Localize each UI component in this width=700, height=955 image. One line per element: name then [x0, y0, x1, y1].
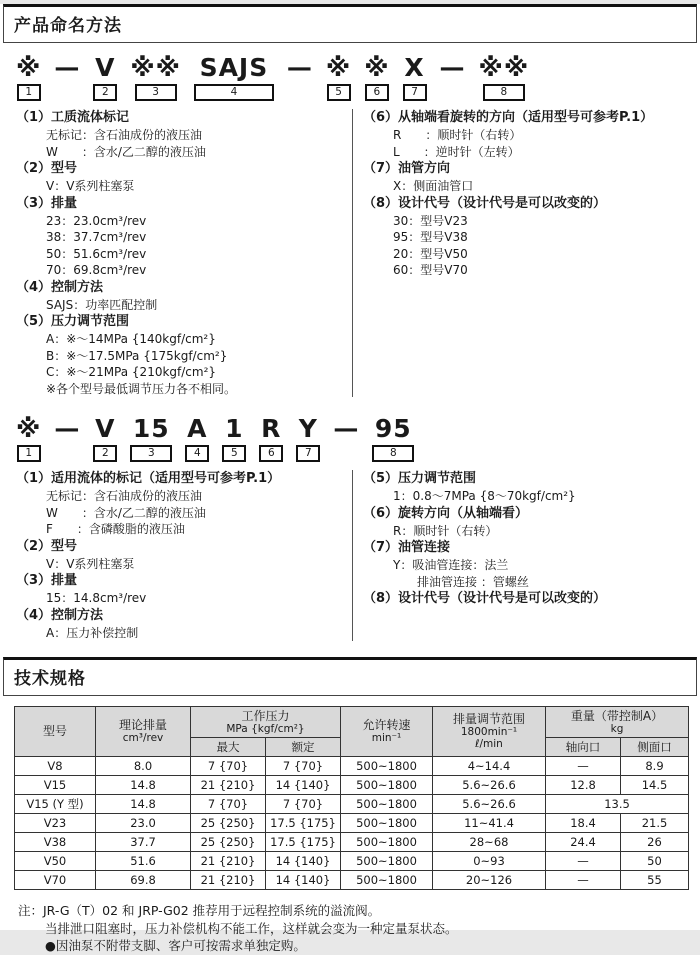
naming-item-title: （1）工质流体标记 [16, 110, 130, 125]
code-symbol: R [261, 414, 282, 443]
naming-item [16, 313, 352, 397]
naming-legend-2-right [352, 470, 694, 641]
code-segment [372, 415, 414, 462]
code-segment [326, 54, 351, 101]
code-symbol: V [95, 53, 116, 82]
spec-cell-weight-side: 21.5 [621, 814, 689, 833]
col-header-weight-side: 侧面口 [621, 738, 689, 757]
naming-item [16, 279, 352, 314]
code-number-box: 6 [365, 84, 389, 101]
naming-item-line: ※各个型号最低调节压力各不相同。 [46, 381, 237, 396]
spec-cell: V15 (Y 型) [15, 795, 96, 814]
spec-cell: 17.5 {175} [266, 814, 341, 833]
naming-item-line: C：※～21MPa {210kgf/cm²} [46, 365, 217, 379]
spec-cell: 7 {70} [266, 757, 341, 776]
naming-item-line: 20：型号V50 [393, 246, 468, 261]
code-segment [16, 54, 41, 101]
spec-cell: 14 {140} [266, 776, 341, 795]
spec-cell: 5.6~26.6 [433, 795, 546, 814]
spec-cell: 500~1800 [341, 776, 433, 795]
spec-cell: V15 [15, 776, 96, 795]
code-symbol: ※ [16, 53, 42, 82]
naming-item-line: 无标记：含石油成份的液压油 [46, 489, 203, 503]
naming-item-line: R ：顺时针（右转） [393, 128, 522, 142]
naming-item-line: F ：含磷酸脂的液压油 [46, 522, 185, 536]
code-symbol: ※※ [130, 53, 181, 82]
naming-item-line: 无标记：含石油成份的液压油 [46, 128, 203, 142]
spec-cell-weight-axial: 12.8 [546, 776, 621, 795]
spec-cell: 51.6 [96, 852, 191, 871]
code-symbol: Y [298, 414, 318, 443]
naming-legend-1-left [16, 109, 352, 397]
spec-cell: 14.8 [96, 795, 191, 814]
code-segment [296, 415, 320, 462]
col-header-model: 型号 [15, 707, 96, 757]
code-segment [16, 415, 41, 462]
naming-item [363, 539, 694, 590]
spec-cell: 7 {70} [191, 795, 266, 814]
naming-item-line: 38：37.7cm³/rev [46, 230, 147, 244]
spec-table-header [15, 707, 689, 757]
spec-cell: 21 {210} [191, 852, 266, 871]
naming-item-title: （2）型号 [16, 538, 78, 554]
code-segment [259, 415, 283, 462]
spec-table [14, 706, 689, 890]
spec-cell: 25 {250} [191, 814, 266, 833]
code-number-box: 2 [93, 84, 117, 101]
section-title-text: 技术规格 [14, 669, 86, 689]
spec-cell: 500~1800 [341, 833, 433, 852]
spec-cell: 8.0 [96, 757, 191, 776]
spec-cell: 0~93 [433, 852, 546, 871]
naming-item-line: 95：型号V38 [393, 230, 468, 244]
naming-item [363, 109, 694, 160]
spec-cell-weight-merged: 13.5 [546, 795, 689, 814]
naming-item-title: （6）从轴端看旋转的方向（适用型号可参考P.1） [363, 110, 654, 125]
spec-cell: V38 [15, 833, 96, 852]
naming-item [16, 538, 352, 573]
code-segment [185, 415, 209, 462]
naming-item-line: W ：含水/乙二醇的液压油 [46, 505, 206, 520]
naming-item-title: （4）控制方法 [16, 607, 104, 623]
code-number-box: 3 [135, 84, 177, 101]
naming-item-line: 15：14.8cm³/rev [46, 591, 147, 605]
code-symbol: A [187, 414, 208, 443]
code-segment [364, 54, 389, 101]
footnote-line: ●因油泵不附带支脚、客户可按需求单独定购。 [45, 938, 306, 953]
spec-cell-weight-axial: — [546, 871, 621, 890]
spec-row [15, 795, 689, 814]
code-segment [130, 54, 181, 101]
code-symbol: SAJS [199, 53, 269, 82]
section-title-text: 产品命名方法 [14, 16, 122, 36]
code-number-box: 4 [194, 84, 274, 101]
spec-cell-weight-side: 8.9 [621, 757, 689, 776]
model-code-2 [16, 415, 700, 462]
naming-item-line: V：V系列柱塞泵 [46, 179, 135, 193]
code-number-box: 5 [327, 84, 351, 101]
naming-item-title: （6）旋转方向（从轴端看） [363, 505, 529, 521]
spec-cell: 4~14.4 [433, 757, 546, 776]
naming-item-line: 60：型号V70 [393, 263, 468, 277]
code-segment [222, 415, 246, 462]
code-symbol: — [54, 53, 81, 82]
code-symbol: X [404, 53, 425, 82]
code-segment [479, 54, 530, 101]
spec-cell: V23 [15, 814, 96, 833]
col-header-pressure: 工作压力 MPa {kgf/cm²} [191, 707, 341, 738]
naming-item-line: A：※～14MPa {140kgf/cm²} [46, 332, 216, 346]
code-number-box: 7 [296, 445, 320, 462]
naming-item-title: （8）设计代号（设计代号是可以改变的） [363, 195, 607, 211]
spec-cell: 21 {210} [191, 776, 266, 795]
naming-item [16, 470, 352, 538]
spec-cell: 14.8 [96, 776, 191, 795]
footnotes [18, 902, 700, 955]
code-number-box: 8 [372, 445, 414, 462]
naming-item [363, 195, 694, 279]
spec-cell: 20~126 [433, 871, 546, 890]
document-page [0, 4, 700, 953]
code-number-box: 7 [403, 84, 427, 101]
naming-item-line: W ：含水/乙二醇的液压油 [46, 144, 206, 159]
col-header-pressure-rated: 额定 [266, 738, 341, 757]
code-segment [194, 54, 274, 101]
col-header-speed: 允许转速 min⁻¹ [341, 707, 433, 757]
naming-legend-2-left [16, 470, 352, 641]
naming-item-line: L ：逆时针（左转） [393, 144, 520, 159]
spec-row [15, 757, 689, 776]
naming-item-line: 1：0.8～7MPa {8～70kgf/cm²} [393, 489, 576, 503]
spec-row [15, 833, 689, 852]
naming-item-title: （2）型号 [16, 161, 78, 176]
code-dash [54, 54, 80, 81]
footnote-line: 注：JR-G（T）02 和 JRP-G02 推荐用于远程控制系统的溢流阀。 [18, 903, 381, 918]
naming-item-line: B：※～17.5MPa {175kgf/cm²} [46, 348, 228, 363]
naming-item-title: （8）设计代号（设计代号是可以改变的） [363, 591, 607, 606]
code-number-box: 6 [259, 445, 283, 462]
naming-item-title: （3）排量 [16, 195, 78, 211]
spec-cell-weight-side: 26 [621, 833, 689, 852]
spec-cell: 500~1800 [341, 852, 433, 871]
spec-cell-weight-axial: 18.4 [546, 814, 621, 833]
spec-row [15, 871, 689, 890]
spec-cell: 25 {250} [191, 833, 266, 852]
spec-cell: 11~41.4 [433, 814, 546, 833]
naming-item [363, 470, 694, 505]
code-symbol: 15 [132, 414, 170, 443]
code-symbol: — [333, 414, 360, 443]
naming-item-title: （7）油管连接 [363, 540, 451, 555]
code-symbol: 1 [225, 414, 244, 443]
spec-cell: 500~1800 [341, 814, 433, 833]
naming-item-line: 排油管连接 ：管螺丝 [393, 574, 529, 589]
code-number-box: 1 [17, 445, 41, 462]
naming-item-title: （5）压力调节范围 [363, 471, 477, 486]
spec-cell-weight-axial: — [546, 852, 621, 871]
naming-item-title: （7）油管方向 [363, 161, 451, 176]
naming-item [16, 195, 352, 279]
col-header-weight-axial: 轴向口 [546, 738, 621, 757]
code-number-box: 2 [93, 445, 117, 462]
col-header-pressure-max: 最大 [191, 738, 266, 757]
code-dash [287, 54, 313, 81]
spec-row [15, 776, 689, 795]
naming-item-line: 23：23.0cm³/rev [46, 213, 147, 228]
naming-item [363, 505, 694, 540]
spec-cell: 5.6~26.6 [433, 776, 546, 795]
code-segment [403, 54, 427, 101]
naming-item-line: X：侧面油管口 [393, 179, 474, 193]
code-number-box: 5 [222, 445, 246, 462]
spec-cell-weight-side: 55 [621, 871, 689, 890]
naming-item-line: Y：吸油管连接：法兰 [393, 558, 509, 572]
spec-cell-weight-side: 50 [621, 852, 689, 871]
naming-item [363, 590, 694, 608]
col-header-weight: 重量（带控制A） kg [546, 707, 689, 738]
section-title-tech-specs [3, 657, 697, 696]
naming-item-line: 70：69.8cm³/rev [46, 263, 147, 277]
naming-item-title: （3）排量 [16, 573, 78, 588]
code-symbol: ※ [16, 414, 42, 443]
code-segment [93, 54, 117, 101]
code-number-box: 8 [483, 84, 525, 101]
code-number-box: 4 [185, 445, 209, 462]
naming-item-line: 30：型号V23 [393, 213, 468, 228]
code-number-box: 3 [130, 445, 172, 462]
spec-row [15, 852, 689, 871]
spec-cell: 17.5 {175} [266, 833, 341, 852]
code-symbol: 95 [374, 414, 412, 443]
spec-cell: V50 [15, 852, 96, 871]
spec-cell: V70 [15, 871, 96, 890]
naming-item [16, 109, 352, 160]
code-dash [333, 415, 359, 442]
naming-legend-1-right [352, 109, 694, 397]
naming-item-title: （5）压力调节范围 [16, 314, 130, 329]
naming-legend-1 [16, 109, 700, 397]
spec-cell: 21 {210} [191, 871, 266, 890]
naming-item-title: （1）适用流体的标记（适用型号可参考P.1） [16, 471, 281, 486]
code-segment [93, 415, 117, 462]
naming-item-line: R：顺时针（右转） [393, 523, 498, 538]
naming-item-line: V：V系列柱塞泵 [46, 556, 135, 571]
spec-cell: 14 {140} [266, 852, 341, 871]
spec-cell-weight-side: 14.5 [621, 776, 689, 795]
spec-cell: 500~1800 [341, 795, 433, 814]
spec-cell-weight-axial: 24.4 [546, 833, 621, 852]
section-title-product-naming [3, 4, 697, 43]
code-number-box: 1 [17, 84, 41, 101]
spec-cell-weight-axial: — [546, 757, 621, 776]
code-symbol: — [54, 414, 81, 443]
model-code-1 [16, 54, 700, 101]
code-symbol: ※ [325, 53, 352, 82]
spec-cell: 28~68 [433, 833, 546, 852]
col-header-displacement: 理论排量 cm³/rev [96, 707, 191, 757]
naming-legend-2 [16, 470, 700, 641]
naming-item-line: 50：51.6cm³/rev [46, 246, 147, 261]
spec-cell: 37.7 [96, 833, 191, 852]
code-symbol: V [95, 414, 116, 443]
spec-row [15, 814, 689, 833]
naming-item-line: A：压力补偿控制 [46, 625, 139, 640]
spec-table-body [15, 757, 689, 890]
code-dash [440, 54, 466, 81]
spec-cell: 23.0 [96, 814, 191, 833]
spec-cell: V8 [15, 757, 96, 776]
code-symbol: — [439, 53, 466, 82]
naming-item [16, 607, 352, 642]
naming-item [16, 160, 352, 195]
code-segment [130, 415, 172, 462]
spec-cell: 14 {140} [266, 871, 341, 890]
naming-item-line: SAJS：功率匹配控制 [46, 297, 158, 312]
spec-cell: 7 {70} [266, 795, 341, 814]
spec-cell: 500~1800 [341, 871, 433, 890]
spec-cell: 500~1800 [341, 757, 433, 776]
spec-cell: 7 {70} [191, 757, 266, 776]
naming-item [363, 160, 694, 195]
code-symbol: ※ [364, 53, 390, 82]
footnote-line: 当排泄口阻塞时，压力补偿机构不能工作，这样就会变为一种定量泵状态。 [45, 920, 458, 936]
code-symbol: — [286, 53, 313, 82]
naming-item-title: （4）控制方法 [16, 279, 104, 295]
naming-item [16, 572, 352, 607]
spec-cell: 69.8 [96, 871, 191, 890]
code-dash [54, 415, 80, 442]
col-header-range: 排量调节范围 1800min⁻¹ ℓ/min [433, 707, 546, 757]
code-symbol: ※※ [478, 53, 530, 82]
